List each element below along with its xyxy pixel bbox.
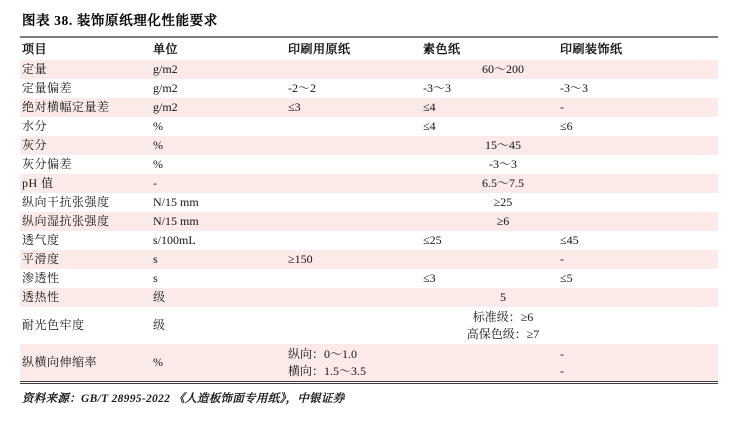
unit-cell: 级: [153, 318, 166, 333]
item-cell: 渗透性: [22, 271, 60, 286]
spanning-value-cell: 6.5～7.5: [481, 176, 524, 191]
unit-cell: s: [153, 252, 158, 267]
spanning-value-cell: 5: [500, 290, 506, 305]
item-cell: 透热性: [22, 290, 60, 305]
spanning-value-cell: 15～45: [484, 138, 521, 153]
header-printed-decor: 印刷装饰纸: [560, 41, 623, 56]
unit-cell: 级: [153, 290, 166, 305]
item-cell: 绝对横幅定量差: [22, 100, 110, 115]
printed-decor-paper-cell: ≤45: [560, 233, 579, 248]
unit-cell: s/100mL: [153, 233, 196, 248]
plain-color-paper-cell: -3～3: [423, 81, 451, 96]
spanning-value-cell-line: 标准级：≥6: [472, 310, 534, 324]
item-cell: 透气度: [22, 233, 60, 248]
unit-cell: g/m2: [153, 62, 178, 77]
unit-cell: %: [153, 138, 163, 153]
table-row: [20, 288, 718, 307]
unit-cell: %: [153, 355, 163, 370]
item-cell: 灰分偏差: [22, 157, 73, 172]
item-cell: pH 值: [22, 176, 54, 191]
item-cell: 平滑度: [22, 252, 60, 267]
item-cell: 定量: [22, 62, 48, 77]
printing-base-paper-cell-line: 横向：1.5～3.5: [288, 363, 367, 378]
table-row: [20, 231, 718, 250]
figure-title: 图表 38. 装饰原纸理化性能要求: [22, 13, 218, 28]
spanning-value-cell: 60～200: [481, 62, 524, 77]
table-header-row: [20, 38, 718, 60]
unit-cell: g/m2: [153, 100, 178, 115]
unit-cell: N/15 mm: [153, 195, 199, 210]
item-cell: 纵横向伸缩率: [22, 355, 98, 370]
header-unit: 单位: [153, 41, 179, 56]
unit-cell: N/15 mm: [153, 214, 199, 229]
table-row: [20, 117, 718, 136]
printing-base-paper-cell: ≥150: [288, 252, 313, 267]
printed-decor-paper-cell: [560, 346, 718, 379]
plain-color-paper-cell: ≤4: [423, 100, 436, 115]
table-row: [20, 193, 718, 212]
table-row: [20, 79, 718, 98]
printed-decor-paper-cell-line: -: [560, 363, 564, 378]
item-cell: 水分: [22, 119, 48, 134]
printed-decor-paper-cell: -: [560, 252, 564, 267]
unit-cell: %: [153, 119, 163, 134]
unit-cell: -: [153, 176, 157, 191]
table-row: [20, 136, 718, 155]
printing-base-paper-cell: -2～2: [288, 81, 316, 96]
plain-color-paper-cell: ≤25: [423, 233, 442, 248]
header-plain-color: 素色纸: [423, 41, 461, 56]
spanning-value-cell-line: 高保色级：≥7: [466, 326, 540, 341]
spanning-value-cell: -3～3: [489, 157, 517, 172]
source-note: 资料来源：GB/T 28995-2022 《人造板饰面专用纸》，中银证券: [22, 393, 345, 405]
printing-base-paper-cell: [288, 346, 423, 379]
table-row: [20, 344, 718, 381]
printed-decor-paper-cell: -3～3: [560, 81, 588, 96]
table-row: [20, 155, 718, 174]
table-row: [20, 250, 718, 269]
table-row: [20, 98, 718, 117]
table-row: [20, 174, 718, 193]
spanning-value-cell: ≥6: [496, 214, 510, 229]
unit-cell: g/m2: [153, 81, 178, 96]
printed-decor-paper-cell: -: [560, 100, 564, 115]
printed-decor-paper-cell: ≤5: [560, 271, 573, 286]
unit-cell: %: [153, 157, 163, 172]
item-cell: 耐光色牢度: [22, 318, 85, 333]
spec-table: [20, 36, 718, 384]
item-cell: 定量偏差: [22, 81, 73, 96]
table-row: [20, 307, 718, 344]
printed-decor-paper-cell-line: -: [560, 347, 564, 361]
header-item: 项目: [22, 41, 48, 56]
table-row: [20, 60, 718, 79]
item-cell: 纵向湿抗张强度: [22, 214, 110, 229]
table-row: [20, 269, 718, 288]
item-cell: 纵向干抗张强度: [22, 195, 110, 210]
spanning-value-cell: ≥25: [493, 195, 513, 210]
spanning-value-cell: [288, 309, 718, 342]
printing-base-paper-cell-line: 纵向：0～1.0: [288, 347, 358, 361]
plain-color-paper-cell: ≤4: [423, 119, 436, 134]
plain-color-paper-cell: ≤3: [423, 271, 436, 286]
header-printing-base: 印刷用原纸: [288, 41, 351, 56]
item-cell: 灰分: [22, 138, 48, 153]
table-row: [20, 212, 718, 231]
table-body: [20, 60, 718, 381]
printed-decor-paper-cell: ≤6: [560, 119, 573, 134]
printing-base-paper-cell: ≤3: [288, 100, 301, 115]
unit-cell: s: [153, 271, 158, 286]
